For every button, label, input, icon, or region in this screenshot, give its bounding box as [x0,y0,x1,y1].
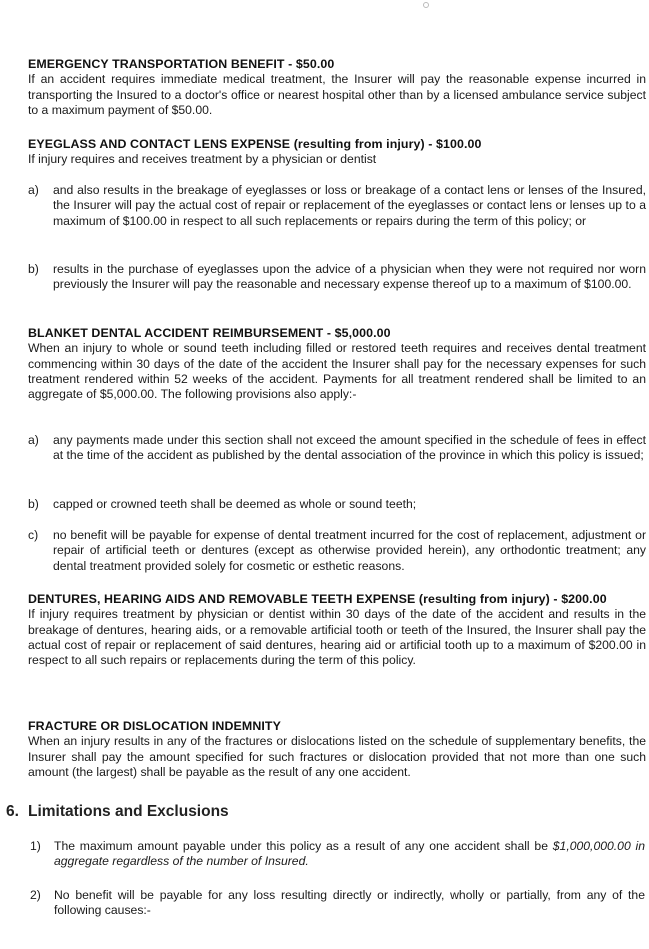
list-item [28,183,646,229]
section-heading: EYEGLASS AND CONTACT LENS EXPENSE (resulting from injury) - $100.00 [28,137,482,151]
item-label: b) [28,497,39,511]
section-heading: EMERGENCY TRANSPORTATION BENEFIT - $50.00 [28,57,335,71]
section-body: If an accident requires immediate medical treatment, the Insurer will pay the reasonable expense incurred in transporting the Insured to a doctor's office or nearest hospital other than by a licensed ambulance service subject to a maximum payment of $50.00. [28,72,646,117]
section-heading: DENTURES, HEARING AIDS AND REMOVABLE TEETH EXPENSE (resulting from injury) - $200.00 [28,592,607,606]
section-intro: If injury requires and receives treatment by a physician or dentist [28,152,377,167]
section-heading: BLANKET DENTAL ACCIDENT REIMBURSEMENT - $5,000.00 [28,326,391,340]
list-item [28,433,646,464]
item-label: a) [28,433,39,447]
section-body: If injury requires treatment by physician or dentist within 30 days of the date of the accident and results in the breakage of dentures, hearing aids, or a removable artificial tooth or teeth of the Insured, the Insurer shall pay the actual cost of repair or replacement of said dentures, hearing aid or artificial tooth up to a maximum of $200.00 in respect to all such repairs or replacements during the term of this policy. [28,607,646,668]
item-label: c) [28,528,39,542]
item-text: any payments made under this section shall not exceed the amount specified in the schedule of fees in effect at the time of the accident as published by the dental association of the province in which this policy is issued; [53,433,646,463]
item-text-italic: $1,000,000.00 in aggregate regardless of the number of Insured. [54,839,646,869]
list-item [28,497,646,512]
fracture-section [28,719,646,780]
item-label: a) [28,183,39,197]
item-text [54,839,645,870]
section-heading: FRACTURE OR DISLOCATION INDEMNITY [28,719,281,733]
section-body: When an injury results in any of the fractures or dislocations listed on the schedule of supplementary benefits, the Insurer shall pay the amount specified for such fractures or dislocation provided that not more than one such amount (the largest) shall be payable as the result of any one accident. [28,734,646,779]
list-item [28,262,646,293]
limitation-item [30,888,645,919]
section-body: When an injury to whole or sound teeth including filled or restored teeth requires and receives dental treatment commencing within 30 days of the date of the accident the Insurer shall pay for the necessary expenses for such treatment rendered within 52 weeks of the accident. Payments for all treatment rendered shall be limited to an aggregate of $5,000.00. The following provisions also apply:- [28,341,646,402]
item-text-main: The maximum amount payable under this policy as a result of any one accident shall be [54,839,553,853]
item-text: and also results in the breakage of eyeglasses or loss or breakage of a contact lens or lenses of the Insured, the Insurer will pay the actual cost of repair or replacement of the eyeglasses or contact lens or lenses up to a maximum of $100.00 in respect to all such replacements or repairs during the term of this policy; or [53,183,646,228]
item-text: No benefit will be payable for any loss resulting directly or indirectly, wholly or partially, from any of the following causes:- [54,888,645,918]
item-label: 2) [30,888,41,902]
item-label: 1) [30,839,41,853]
scan-mark [423,2,429,8]
item-text: capped or crowned teeth shall be deemed as whole or sound teeth; [53,497,417,511]
limitations-heading [6,802,229,822]
eyeglass-section [28,137,646,168]
item-text: results in the purchase of eyeglasses upon the advice of a physician when they were not required nor worn previously the Insurer will pay the reasonable and necessary expense thereof up to a maximum of $100.00. [53,262,646,292]
item-label: b) [28,262,39,276]
dental-section [28,326,646,402]
list-item [28,528,646,574]
heading-number: 6. [6,803,19,820]
limitation-item [30,839,645,870]
item-text: no benefit will be payable for expense of dental treatment incurred for the cost of replacement, adjustment or repair of artificial teeth or dentures (except as otherwise provided herein), any orthodontic treatment; any dental treatment provided solely for cosmetic or esthetic reasons. [53,528,646,573]
heading-title: Limitations and Exclusions [28,803,229,820]
emergency-transportation-section [28,57,646,118]
dentures-section [28,592,646,668]
